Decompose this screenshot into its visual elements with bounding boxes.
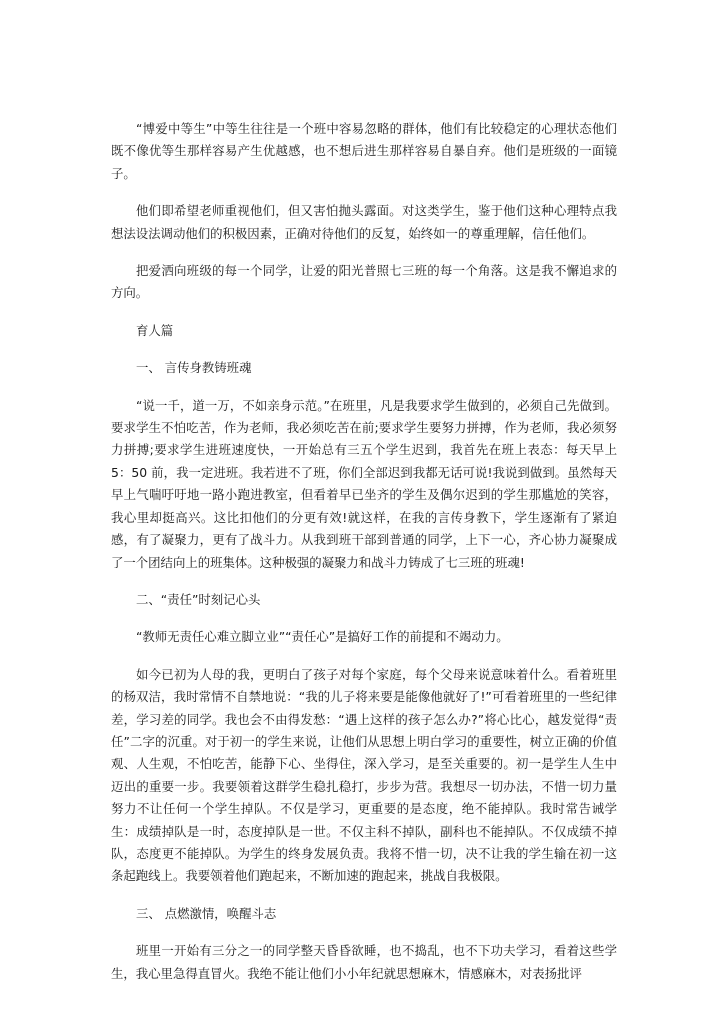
section-heading-1: 一、 言传身教铸班魂 <box>136 360 252 376</box>
spacer <box>111 342 617 357</box>
paragraph-responsibility-quote: “教师无责任心难立脚立业”“责任心”是搞好工作的前提和不竭动力。 <box>136 629 509 645</box>
paragraph-middle-students: “博爱中等生”中等生往往是一个班中容易忽略的群体，他们有比较稳定的心理状态他们既不像优等生那样容易产生优越感，也不想后进生那样容易自暴自弃。他们是班级的一面镜子。 <box>111 121 617 181</box>
section-heading-3: 三、 点燃激情，唤醒斗志 <box>136 905 277 921</box>
spacer <box>111 245 617 260</box>
spacer <box>111 925 617 940</box>
spacer <box>111 649 617 664</box>
paragraph-ignite-passion: 班里一开始有三分之一的同学整天昏昏欲睡，也不捣乱，也不下功夫学习，看着这些学生，我心里急得直冒火。我绝不能让他们小小年纪就思想麻木，情感麻木，对表扬批评 <box>111 943 617 981</box>
paragraph-attention: 他们即希望老师重视他们，但又害怕抛头露面。对这类学生，鉴于他们这种心理特点我想法设法调动他们的积极因素，正确对待他们的反复，始终如一的尊重理解，信任他们。 <box>111 203 617 241</box>
section-title: 育人篇 <box>136 322 174 338</box>
spacer <box>111 305 617 320</box>
spacer <box>111 611 617 626</box>
section-heading-2: 二、“责任”时刻记心头 <box>136 591 261 607</box>
spacer <box>111 574 617 589</box>
paragraph-love-class: 把爱洒向班级的每一个同学，让爱的阳光普照七三班的每一个角落。这是我不懈追求的方向。 <box>111 263 617 301</box>
paragraph-responsibility: 如今已初为人母的我，更明白了孩子对每个家庭，每个父母来说意味着什么。看着班里的杨双洁，我时常情不自禁地说：“我的儿子将来要是能像他就好了!”可看着班里的一些纪律差，学习差的同学。我也会不由得发愁：“遇上这样的孩子怎么办?”将心比心，越发觉得“责任”二字的沉重。对于初一的学生来说，让他们从思想上明白学习的重要性，树立正确的价值观、人生观，不怕吃苦，能静下心、坐得住，深入学习，是至关重要的。初一是学生人生中迈出的重要一步。我要领着这群学生稳扎稳打，步步为营。我想尽一切办法，不惜一切力量努力不让任何一个学生掉队。不仅是学习，更重要的是态度，绝不能掉队。我时常告诫学生：成绩掉队是一时，态度掉队是一世。不仅主科不掉队，副科也不能掉队。不仅成绩不掉队，态度更不能掉队。为学生的终身发展负责。我将不惜一切，决不让我的学生输在初一这条起跑线上。我要领着他们跑起来，不断加速的跑起来，挑战自我极限。 <box>111 666 617 884</box>
paragraph-lead-by-example: “说一千，道一万，不如亲身示范。”在班里，凡是我要求学生做到的，必须自己先做到。要求学生不怕吃苦，作为老师，我必须吃苦在前;要求学生要努力拼搏，作为老师，我必须努力拼搏;要求学生进班速度快，一开始总有三五个学生迟到，我首先在班上表态：每天早上 5：50 前，我一定进班。我若进不了班，你们全部迟到我都无话可说!我说到做到。虽然每天早上气喘吁吁地一路小跑进教室，但看着早已坐齐的学生及偶尔迟到的学生那尴尬的笑容，我心里却挺高兴。这比扣他们的分更有效!就这样，在我的言传身教下，学生逐渐有了紧迫感，有了凝聚力，更有了战斗力。从我到班干部到普通的同学，上下一心，齐心协力凝聚成了一个团结向上的班集体。这种极强的凝聚力和战斗力铸成了七三班的班魂! <box>111 397 617 570</box>
spacer <box>111 380 617 395</box>
document-body <box>111 118 617 985</box>
spacer <box>111 888 617 903</box>
spacer <box>111 185 617 200</box>
